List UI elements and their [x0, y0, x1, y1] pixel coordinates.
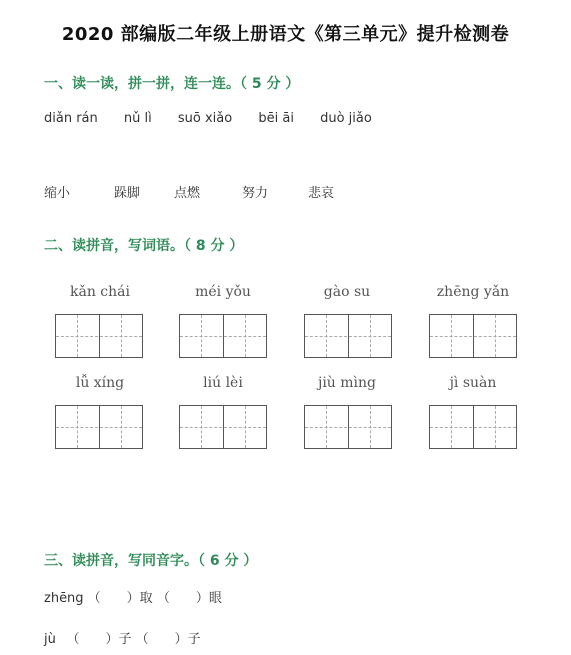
writing-grid[interactable] [304, 314, 392, 358]
grid-pinyin: kǎn chái [70, 284, 130, 300]
section-1-heading: 一、读一读，拼一拼，连一连。（ 5 分 ） [44, 76, 300, 92]
writing-grid[interactable] [179, 405, 267, 449]
grid-pinyin: jì suàn [449, 375, 497, 391]
pinyin-item: nǔ lì [123, 111, 152, 126]
writing-grid[interactable] [179, 314, 267, 358]
pinyin-item: suō xiǎo [177, 111, 233, 126]
pinyin-item: diǎn rán [44, 111, 98, 126]
word-item: 努力 [242, 186, 269, 201]
grid-pinyin: méi yǒu [195, 284, 251, 300]
page-title: 2020 部编版二年级上册语文《第三单元》提升检测卷 [61, 24, 510, 45]
word-item: 点燃 [174, 186, 201, 201]
section-2-heading: 二、读拼音，写词语。（ 8 分 ） [44, 238, 244, 254]
homophone-line-2: jù （ ）子 （ ）子 [44, 632, 201, 647]
grid-pinyin: liú lèi [203, 375, 243, 391]
section-1-pinyin-row [44, 111, 394, 126]
pinyin-item: bēi āi [258, 111, 294, 126]
section-3-heading: 三、读拼音，写同音字。（ 6 分 ） [44, 553, 258, 569]
grid-pinyin: gào su [323, 284, 371, 300]
pinyin-item: duò jiǎo [320, 111, 372, 126]
section-1-words-row [44, 182, 364, 202]
word-item: 悲哀 [308, 186, 335, 201]
word-item: 跺脚 [114, 186, 141, 201]
grid-pinyin: lǚ xíng [75, 375, 125, 391]
writing-grid[interactable] [55, 314, 143, 358]
writing-grid[interactable] [429, 314, 517, 358]
grid-pinyin: jiù mìng [317, 375, 377, 391]
writing-grid[interactable] [55, 405, 143, 449]
writing-grid[interactable] [429, 405, 517, 449]
grid-pinyin: zhēng yǎn [436, 284, 510, 300]
word-item: 缩小 [44, 186, 71, 201]
writing-grid[interactable] [304, 405, 392, 449]
homophone-line-1: zhēng （ ）取 （ ）眼 [44, 591, 222, 606]
